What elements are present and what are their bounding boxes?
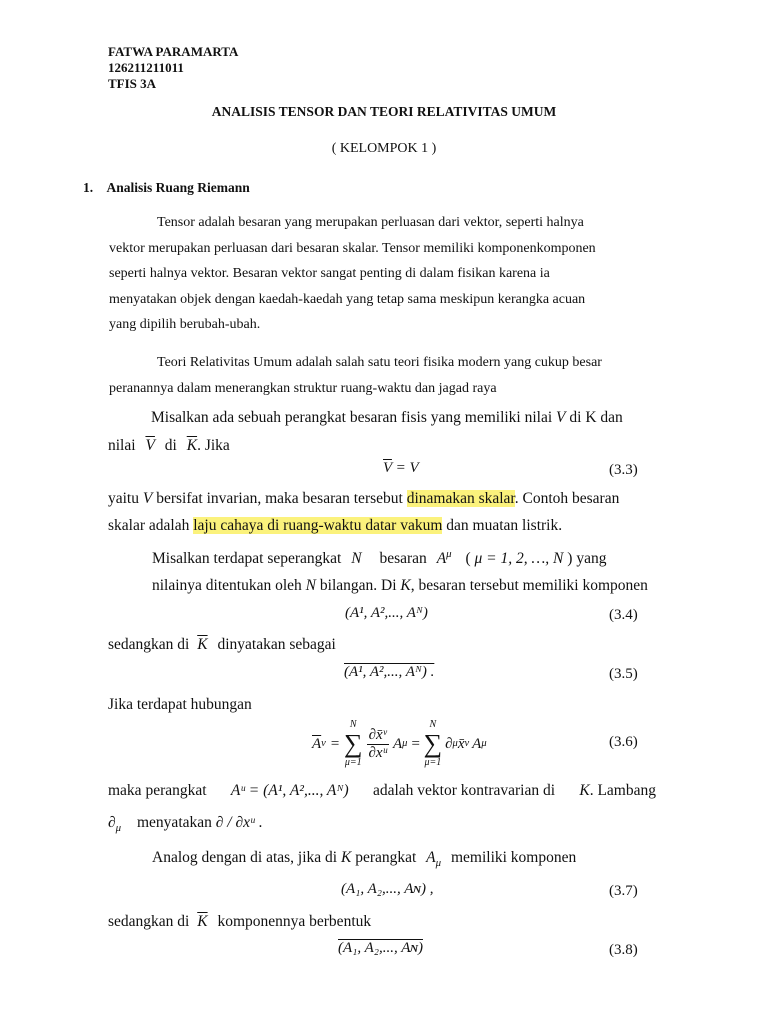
text: adalah vektor kontravarian di [372, 782, 556, 799]
sym: A [436, 550, 447, 567]
equals: = [410, 735, 421, 752]
student-id: 126211211011 [108, 60, 184, 75]
sym: x̄ [457, 735, 465, 752]
para1-line: vektor merupakan perluasan dari besaran skalar. Tensor memiliki komponenkomponen [109, 240, 596, 256]
para2-line: Teori Relativitas Umum adalah salah satu teori fisika modern yang cukup besar [157, 355, 602, 370]
para1-line: menyatakan objek dengan kaedah-kaedah yang tetap sama meskipun kerangka acuan [109, 291, 586, 307]
sum-symbol: N ∑ μ=1 [343, 719, 363, 768]
para2-line: peranannya dalam menerangkan struktur ruang-waktu dan jagad raya [109, 380, 497, 396]
highlighted-text: dinamakan skalar [406, 490, 515, 507]
text: besaran [379, 550, 427, 567]
header-block [108, 44, 238, 92]
range: μ = 1, 2, …, N [474, 550, 564, 567]
scan-line-11 [152, 843, 576, 873]
text: bilangan. Di [319, 577, 397, 594]
author-name: FATWA PARAMARTA [108, 44, 239, 59]
sym: A [472, 735, 482, 752]
scan-line-6 [152, 571, 648, 601]
paragraph-tensor [109, 210, 658, 338]
equation-3-7: (A₁, A₂,..., Aɴ) , [341, 881, 434, 897]
text: dinyatakan sebagai [217, 636, 336, 653]
text: nilainya ditentukan oleh [152, 577, 302, 594]
inline-equation: ∂ / ∂xᵘ [215, 814, 255, 831]
inline-equation: Aᵘ = (A¹, A²,..., Aᴺ) [230, 782, 349, 799]
equation-3-4: (A¹, A²,..., Aᴺ) [345, 605, 428, 621]
var-n: N [351, 550, 362, 567]
equation-number: (3.6) [609, 734, 638, 750]
eq-lhs: $\overline{A}$ [312, 735, 322, 752]
var-a-mu [436, 547, 452, 567]
scan-line-3 [108, 484, 619, 514]
equation-number: (3.8) [609, 942, 638, 958]
text: sedangkan di [108, 913, 190, 930]
sum-upper: N [429, 719, 437, 730]
denominator: ∂xᵘ [368, 744, 387, 761]
text: ) yang [567, 550, 607, 567]
equation-3-5 [344, 664, 434, 681]
sum-symbol: N ∑ μ=1 [423, 719, 443, 768]
eq-lhs: $\overline{V}$ [383, 460, 392, 476]
var-v: V [556, 409, 566, 426]
var-k: K [340, 849, 352, 866]
sym: A [392, 735, 403, 752]
sum-lower: μ=1 [424, 757, 442, 768]
text: . Jika [197, 437, 230, 454]
text: maka perangkat [108, 782, 207, 799]
partial: ∂ [108, 814, 116, 831]
sum-upper: N [349, 719, 357, 730]
var-k-bar: $\overline{K}$ [197, 636, 208, 653]
equation-3-3 [383, 460, 419, 477]
equation-3-6: $\overline{A}$ ν = N ∑ μ=1 $\frac{\text{∂x̄ᵛ}}{\text{∂xᵘ}}$ A μ = N ∑ μ=1 ∂ μ x̄ ν A μ [312, 719, 487, 768]
section-title: Analisis Ruang Riemann [106, 180, 250, 195]
text: sedangkan di [108, 636, 190, 653]
equation-number: (3.5) [609, 666, 638, 682]
eq-body: (A¹, A²,..., Aᴺ) . [344, 664, 435, 680]
scan-line-4 [108, 511, 562, 541]
var-k-bar: $\overline{K}$ [197, 913, 208, 930]
text: perangkat [355, 849, 417, 866]
class-label: TFIS 3A [108, 76, 157, 91]
text: . Contoh besaran [514, 490, 620, 507]
text: . Lambang [589, 782, 656, 799]
equation-number: (3.3) [609, 462, 638, 478]
section-number: 1. [83, 180, 94, 195]
var-k: K [579, 782, 590, 799]
page-title: ANALISIS TENSOR DAN TEORI RELATIVITAS UMUM [211, 104, 557, 119]
sub: μ [115, 822, 122, 835]
paragraph-relativity [109, 350, 658, 401]
text: Misalkan ada sebuah perangkat besaran fisis yang memiliki nilai [151, 409, 553, 426]
text: Misalkan terdapat seperangkat [152, 550, 342, 567]
section-heading [83, 180, 250, 196]
scan-line-2 [108, 431, 230, 461]
text: bersifat invarian, maka besaran tersebut [156, 490, 403, 507]
partial: ∂ [445, 735, 453, 752]
fraction [367, 727, 389, 762]
scan-line-9 [108, 776, 656, 806]
text: , besaran tersebut memiliki komponen [410, 577, 648, 594]
text: memiliki komponen [450, 849, 577, 866]
text: dan muatan listrik. [446, 517, 563, 534]
para1-line: seperti halnya vektor. Besaran vektor sangat penting di dalam fisikan karena ia [109, 266, 550, 281]
equation-3-8 [338, 940, 423, 957]
text: . [258, 814, 263, 831]
text: di K dan [569, 409, 623, 426]
var-k: K [400, 577, 411, 594]
para1-line: Tensor adalah besaran yang merupakan perluasan dari vektor, seperti halnya [157, 215, 584, 230]
scan-line-5 [152, 544, 606, 574]
eq-rhs: = V [395, 460, 419, 476]
para1-line: yang dipilih berubah-ubah. [109, 317, 261, 332]
text: Analog dengan di atas, jika di [152, 849, 338, 866]
text: di [164, 437, 177, 454]
text: ( [465, 550, 471, 567]
text: menyatakan [137, 814, 212, 831]
text: nilai [108, 437, 136, 454]
text: yaitu [108, 490, 139, 507]
sub: μ [435, 857, 442, 870]
sym: A [426, 849, 436, 866]
highlighted-text: laju cahaya di ruang-waktu datar vakum [193, 517, 443, 534]
var-k-bar: $\overline{K}$ [186, 437, 198, 454]
scan-line-10 [108, 808, 262, 838]
scan-line-12 [108, 907, 371, 937]
scan-line-1 [151, 403, 623, 433]
var-v-bar: $\overline{V}$ [145, 437, 155, 454]
eq-body: (A₁, A₂,..., Aɴ) [338, 940, 423, 956]
sup: μ [446, 547, 452, 560]
equation-number: (3.4) [609, 607, 638, 623]
var-n: N [305, 577, 317, 594]
text: skalar adalah [108, 517, 190, 534]
equation-number: (3.7) [609, 883, 638, 899]
scan-line-8: Jika terdapat hubungan [108, 696, 252, 713]
scan-line-7 [108, 630, 336, 660]
page-subtitle: ( KELOMPOK 1 ) [331, 141, 437, 156]
sum-lower: μ=1 [344, 757, 362, 768]
var-v: V [142, 490, 153, 507]
text: komponennya berbentuk [217, 913, 372, 930]
equals: = [329, 735, 340, 752]
numerator: ∂x̄ᵛ [367, 727, 389, 745]
